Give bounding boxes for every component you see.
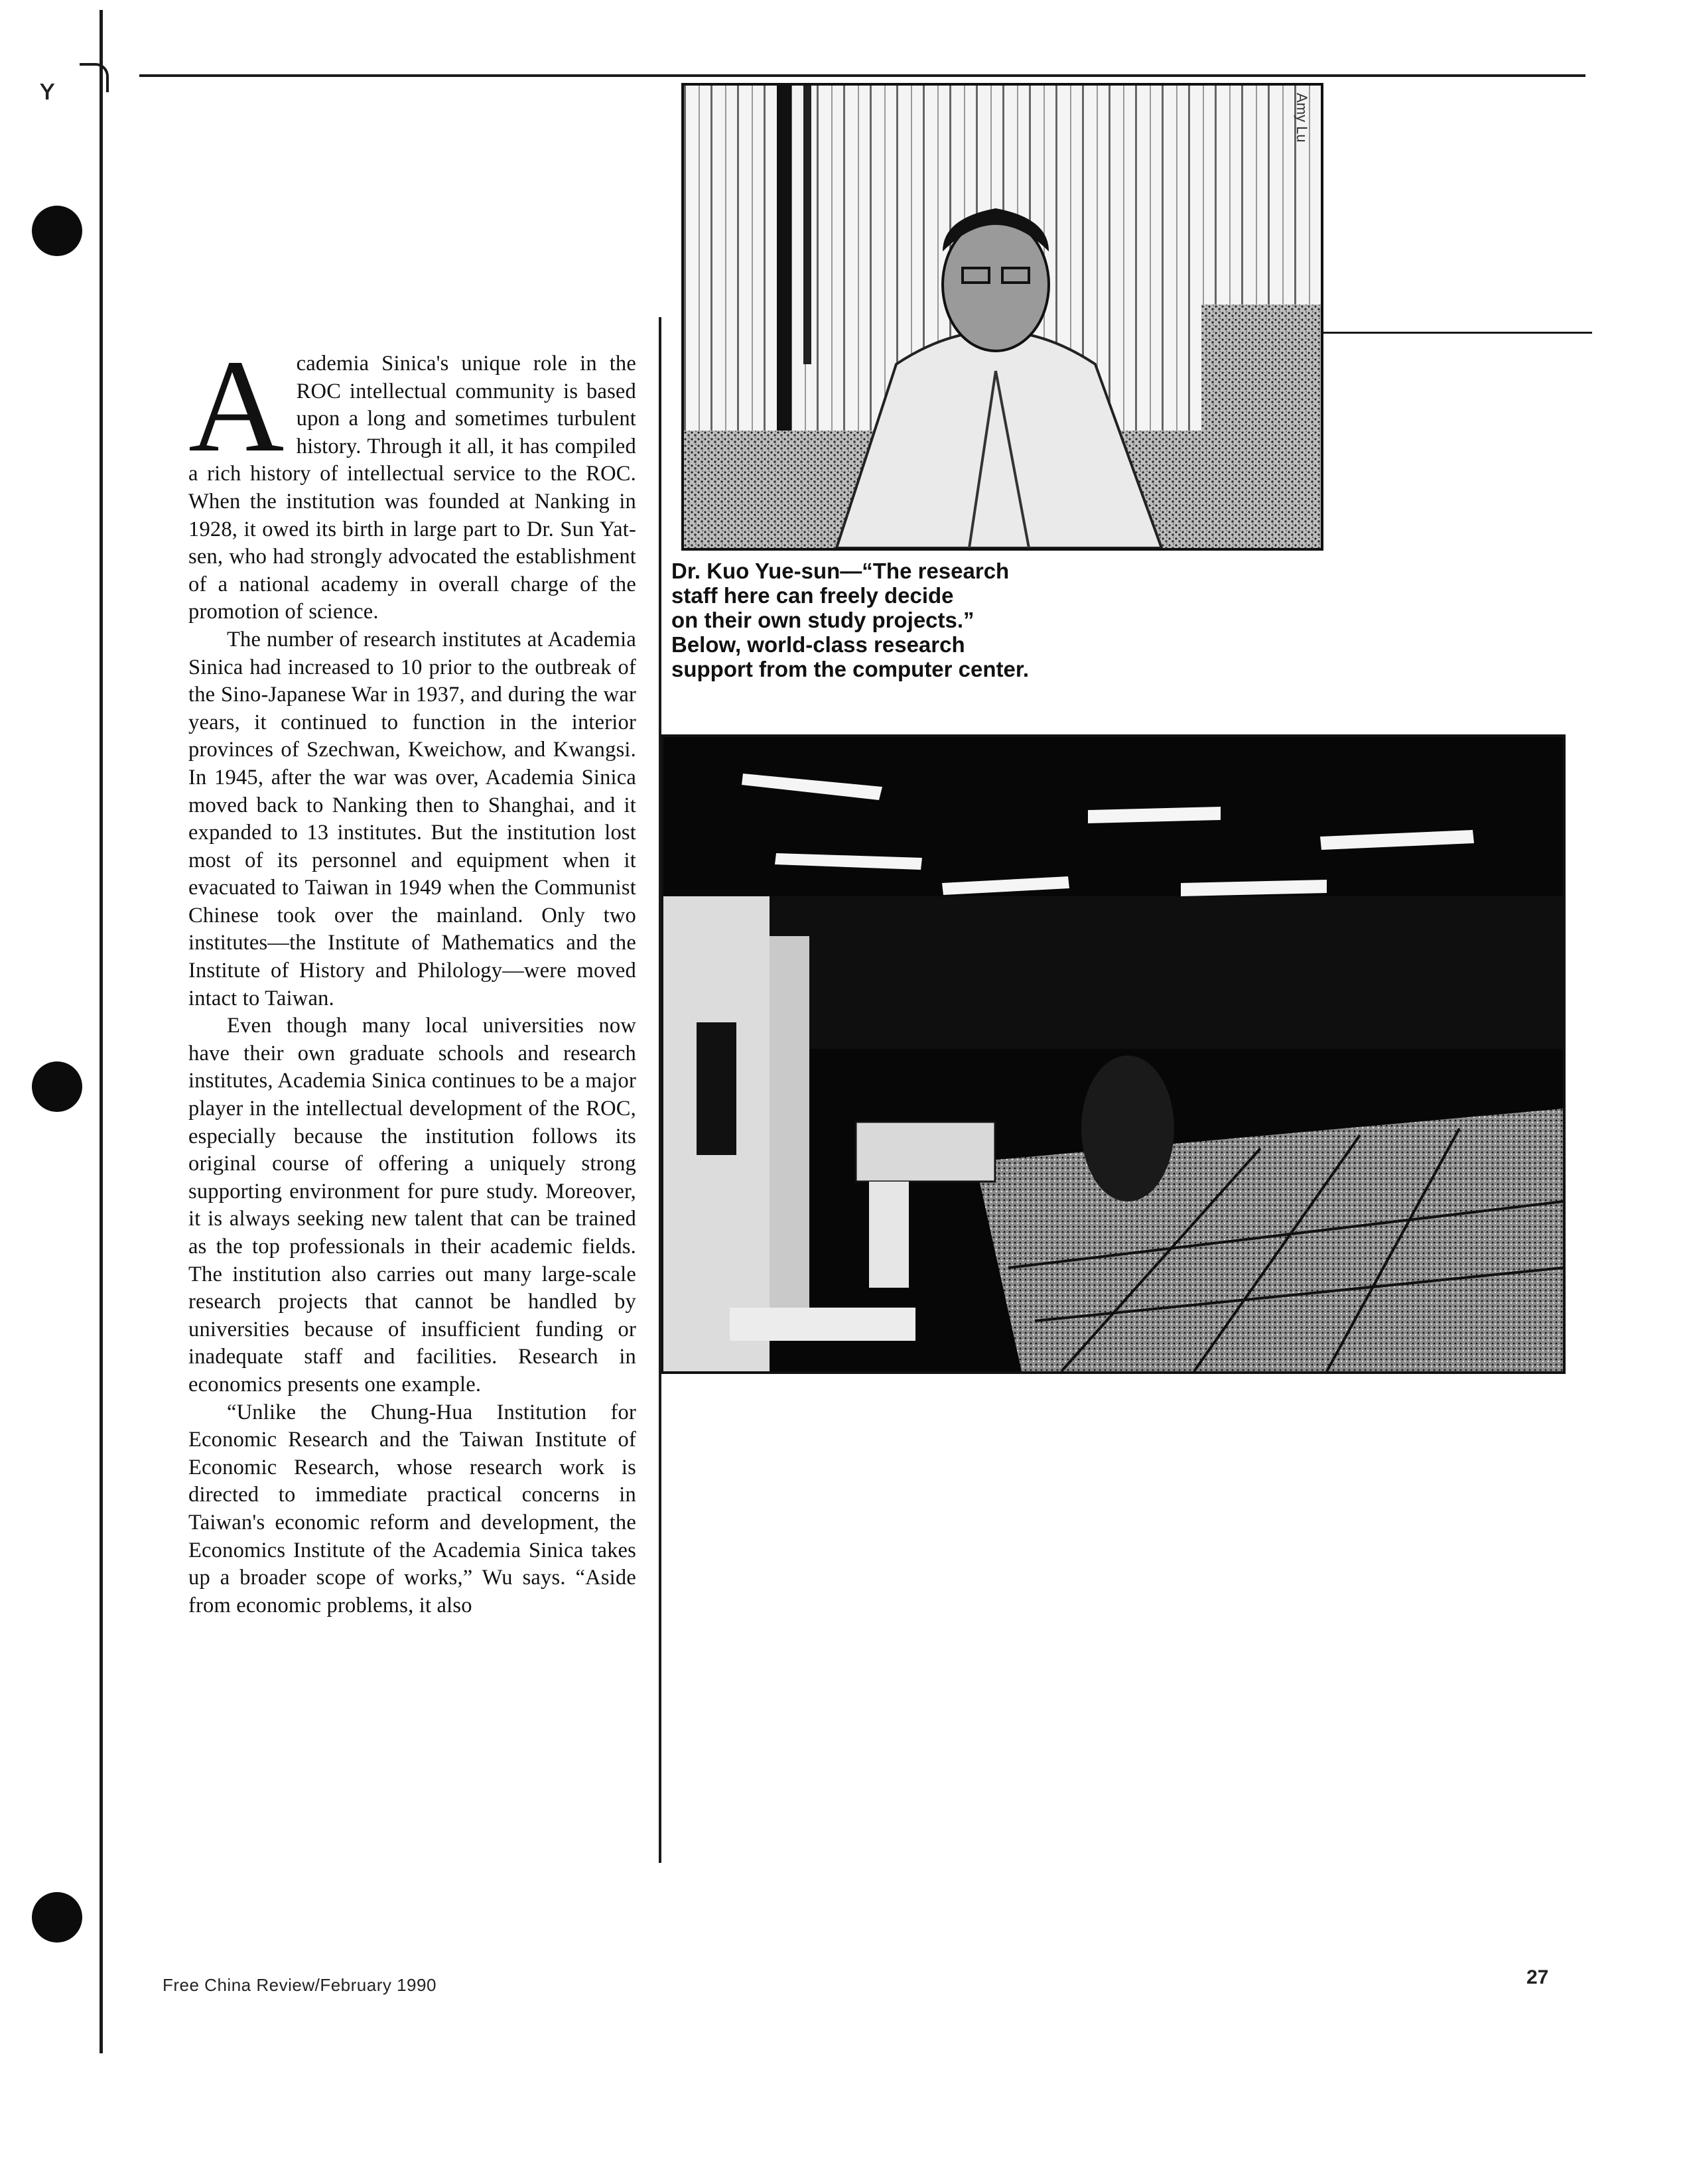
- punch-hole-middle: [32, 1061, 82, 1112]
- binder-hook-mark: [80, 63, 109, 92]
- punch-hole-bottom: [32, 1892, 82, 1943]
- computer-center-photo-art: [663, 737, 1563, 1371]
- photo-credit: Amy Lu: [1294, 93, 1310, 143]
- caption-line-3: on their own study projects.”: [671, 608, 975, 632]
- article-body: [188, 333, 636, 1619]
- article-paragraph-3: Even though many local universities now have their own graduate schools and research institutes, Academia Sinica continues to be a major player in the intellectual development of the ROC, especially because the institution follows its original course of offering a uniquely strong supporting environment for pure study. Moreover, it is always seeking new talent that can be trained as the top professionals in their academic fields. The institution also carries out many large-scale research projects that cannot be handled by universities because of insufficient funding or inadequate staff and facilities. Research in economics presents one example.: [188, 1014, 636, 1397]
- caption-line-1: Dr. Kuo Yue-sun—“The research: [671, 559, 1010, 583]
- photo-side-rule: [1323, 332, 1592, 334]
- caption-line-2: staff here can freely decide: [671, 583, 954, 608]
- caption-line-5: support from the computer center.: [671, 657, 1030, 681]
- article-paragraph-1: Academia Sinica's unique role in the ROC intellectual community is based upon a long and sometimes turbulent history. Through it all, it has compiled a rich history of intellectual service to the ROC. When the institution was founded at Nanking in 1928, it owed its birth in large part to Dr. Sun Yat-sen, who had strongly advocated the establishment of a national academy in overall charge of the promotion of science.: [188, 333, 636, 624]
- article-paragraph-4: “Unlike the Chung-Hua Institution for Economic Research and the Taiwan Institute of Economic Research, whose research work is directed to immediate practical concerns in Taiwan's economic reform and development, the Economics Institute of the Academia Sinica takes up a broader scope of works,” Wu says. “Aside from economic problems, it also: [188, 1400, 636, 1617]
- top-rule: [139, 74, 1585, 77]
- article-paragraph-2: The number of research institutes at Academia Sinica had increased to 10 prior to the outbreak of the Sino-Japanese War in 1937, and during the war years, it continued to function in the interior provinces of Szechwan, Kweichow, and Kwangsi. In 1945, after the war was over, Academia Sinica moved back to Nanking then to Shanghai, and it expanded to 13 institutes. But the institution lost most of its personnel and equipment when it evacuated to Taiwan in 1949 when the Communist Chinese took over the mainland. Only two institutes—the Institute of Mathematics and the Institute of History and Philology—were moved intact to Taiwan.: [188, 627, 636, 1010]
- page-number: 27: [1526, 1966, 1549, 1988]
- caption-line-4: Below, world-class research: [671, 632, 965, 657]
- punch-hole-top: [32, 206, 82, 256]
- margin-tick-mark: ʏ: [38, 73, 56, 107]
- drop-cap: A: [188, 333, 285, 480]
- binder-spine-line: [100, 10, 103, 2053]
- photo-caption: [671, 559, 1136, 681]
- portrait-photo-art: [684, 86, 1321, 548]
- footer-publication: Free China Review/February 1990: [163, 1975, 437, 1995]
- computer-center-photo: [661, 734, 1566, 1374]
- portrait-photo: [681, 83, 1323, 551]
